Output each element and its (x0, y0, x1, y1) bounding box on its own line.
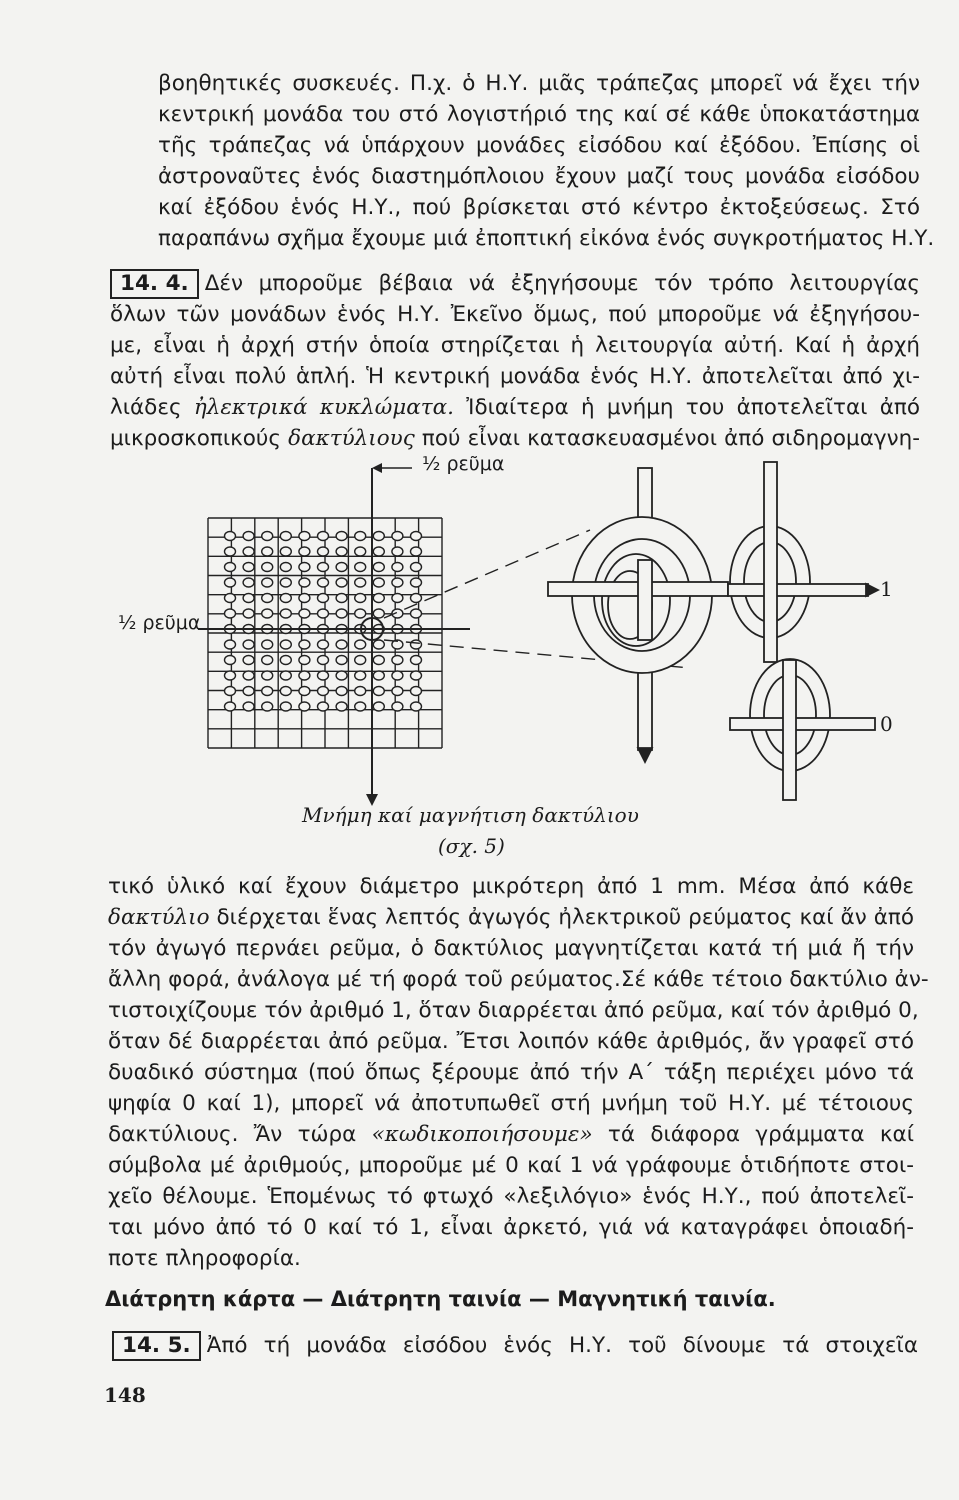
core-ring (299, 687, 310, 696)
core-ring (280, 594, 291, 603)
core-ring (373, 547, 384, 556)
text-line: ὅλων τῶν μονάδων ἑνός Η.Υ. Ἐκεῖνο ὅμως, πού μποροῦμε νά ἐξηγήσου- (110, 302, 920, 327)
core-ring (225, 563, 236, 572)
core-ring-array (225, 532, 422, 712)
core-ring (373, 563, 384, 572)
text-span: τά διάφορα γράμματα καί (592, 1122, 914, 1147)
core-ring (336, 532, 347, 541)
core-ring (225, 671, 236, 680)
figure-reference: (σχ. 5) (438, 834, 505, 858)
section-number: 14. 5. (112, 1331, 201, 1361)
core-ring (373, 702, 384, 711)
ring-state-zero (730, 659, 875, 800)
core-ring (355, 671, 366, 680)
core-ring (336, 687, 347, 696)
core-ring (392, 594, 403, 603)
core-ring (299, 671, 310, 680)
italic-term: δακτύλιους (288, 426, 415, 451)
section-heading: Διάτρητη κάρτα — Διάτρητη ταινία — Μαγνητική ταινία. (105, 1287, 776, 1311)
core-ring (392, 563, 403, 572)
text-line: παραπάνω σχῆμα ἔχουμε μιά ἐποπτική εἰκόνα ἑνός συγκροτήματος Η.Υ. (158, 226, 935, 251)
core-ring (355, 563, 366, 572)
text-line: αὐτή εἶναι πολύ ἁπλή. Ἡ κεντρική μονάδα ἑνός Η.Υ. ἀποτελεῖται ἀπό χι- (110, 364, 920, 389)
core-ring (225, 578, 236, 587)
core-ring (262, 687, 273, 696)
section-14-5 (112, 1330, 918, 1361)
core-ring (299, 547, 310, 556)
core-ring (318, 671, 329, 680)
core-ring (299, 640, 310, 649)
core-ring (373, 532, 384, 541)
text-line: ψηφία 0 καί 1), μπορεῖ νά ἀποτυπωθεῖ στή μνήμη τοῦ Η.Υ. μέ τέτοιους (108, 1091, 914, 1116)
core-ring (318, 702, 329, 711)
core-ring (336, 702, 347, 711)
core-ring (318, 687, 329, 696)
text-span: Ἰδιαίτερα ἡ μνήμη του ἀποτελεῖται ἀπό (454, 395, 920, 420)
core-ring (392, 532, 403, 541)
core-ring (225, 702, 236, 711)
figure-caption: Μνήμη καί μαγνήτιση δακτύλιου (302, 803, 639, 827)
ring-state-one (728, 462, 878, 662)
core-ring (225, 656, 236, 665)
core-ring (373, 594, 384, 603)
core-ring (318, 640, 329, 649)
core-ring (318, 578, 329, 587)
core-ring (318, 547, 329, 556)
text-line: δυαδικό σύστημα (πού ὅπως ξέρουμε ἀπό τήν Α΄ τάξη περιέχει μόνο τά (108, 1060, 914, 1085)
core-ring (392, 547, 403, 556)
core-ring (336, 640, 347, 649)
core-ring (243, 578, 254, 587)
core-ring (411, 702, 422, 711)
core-ring (225, 532, 236, 541)
text-line: τόν ἀγωγό περνάει ρεῦμα, ὁ δακτύλιος μαγνητίζεται κατά τή μιά ἤ τήν (108, 936, 914, 961)
core-ring (411, 671, 422, 680)
core-ring (373, 656, 384, 665)
core-ring (280, 547, 291, 556)
core-ring (355, 594, 366, 603)
core-ring (262, 547, 273, 556)
core-ring (262, 609, 273, 618)
text-line (108, 1119, 914, 1150)
core-ring (373, 609, 384, 618)
core-ring (225, 547, 236, 556)
core-ring (336, 547, 347, 556)
state-one-label: 1 (880, 577, 893, 601)
core-ring (299, 609, 310, 618)
core-ring (243, 547, 254, 556)
core-ring (373, 671, 384, 680)
core-ring (299, 532, 310, 541)
core-ring (299, 594, 310, 603)
top-current-label: ½ ρεῦμα (422, 453, 505, 475)
core-ring (280, 563, 291, 572)
text-line: βοηθητικές συσκευές. Π.χ. ὁ Η.Υ. μιᾶς τράπεζας μπορεῖ νά ἔχει τήν (158, 71, 920, 96)
core-ring (262, 563, 273, 572)
core-ring (336, 594, 347, 603)
core-ring (280, 640, 291, 649)
page-number: 148 (104, 1383, 146, 1407)
text-line: κεντρική μονάδα του στό λογιστήριό της καί σέ κάθε ὑποκατάστημα (158, 102, 920, 127)
core-ring (336, 671, 347, 680)
core-ring (373, 687, 384, 696)
core-ring (262, 532, 273, 541)
text-line: τιστοιχίζουμε τόν ἀριθμό 1, ὅταν διαρρέεται ἀπό ρεῦμα, καί τόν ἀριθμό 0, (108, 998, 919, 1023)
core-ring (243, 656, 254, 665)
core-ring (411, 578, 422, 587)
core-ring (373, 578, 384, 587)
core-ring (262, 702, 273, 711)
core-ring (355, 578, 366, 587)
core-ring (280, 671, 291, 680)
core-ring (392, 578, 403, 587)
core-ring (336, 656, 347, 665)
core-ring (243, 671, 254, 680)
core-ring (243, 702, 254, 711)
text-line: ποτε πληροφορία. (108, 1246, 301, 1271)
core-ring (373, 640, 384, 649)
core-ring (336, 609, 347, 618)
core-ring (318, 563, 329, 572)
text-line: τῆς τράπεζας νά ὑπάρχουν μονάδες εἰσόδου καί ἐξόδου. Ἐπίσης οἱ (158, 133, 920, 158)
text-line: χεῖο θέλουμε. Ἑπομένως τό φτωχό «λεξιλόγιο» ἑνός Η.Υ., πού ἀποτελεῖ- (108, 1184, 914, 1209)
core-ring (280, 609, 291, 618)
text-span: λιάδες (110, 395, 194, 420)
core-ring (392, 671, 403, 680)
text-span: δακτύλιους. Ἄν τώρα (108, 1122, 372, 1147)
core-ring (299, 702, 310, 711)
left-current-label: ½ ρεῦμα (118, 612, 201, 634)
core-ring (225, 594, 236, 603)
core-ring (262, 594, 273, 603)
core-ring (318, 656, 329, 665)
core-ring (411, 609, 422, 618)
enlarged-ring (548, 468, 728, 762)
text-span: διέρχεται ἕνας λεπτός ἀγωγός ἠλεκτρικοῦ ρεύματος καί ἄν ἀπό (209, 905, 914, 930)
core-ring (280, 702, 291, 711)
text-line: ἀστροναῦτες ἑνός διαστημόπλοιου ἔχουν μαζί τους μονάδα εἰσόδου (158, 164, 920, 189)
core-ring (262, 671, 273, 680)
body-paragraph (108, 871, 929, 1274)
core-ring (243, 594, 254, 603)
core-ring (280, 656, 291, 665)
core-ring (243, 609, 254, 618)
core-ring (392, 687, 403, 696)
core-ring (318, 609, 329, 618)
italic-term: ἠλεκτρικά κυκλώματα. (193, 395, 455, 420)
core-ring (392, 702, 403, 711)
italic-term: δακτύλιο (108, 905, 210, 930)
core-ring (411, 687, 422, 696)
text-line: ται μόνο ἀπό τό 0 καί τό 1, εἶναι ἀρκετό, γιά νά καταγράφει ὁποιαδή- (108, 1215, 914, 1240)
core-ring (355, 687, 366, 696)
text-line (108, 871, 914, 902)
core-ring (411, 532, 422, 541)
core-ring (262, 656, 273, 665)
text-line: ἄλλη φορά, ἀνάλογα μέ τή φορά τοῦ ρεύματος.Σέ κάθε τέτοιο δακτύλιο ἀν- (108, 967, 929, 992)
core-ring (336, 578, 347, 587)
text-span: Δέν μποροῦμε βέβαια νά ἐξηγήσουμε τόν τρόπο λειτουργίας (204, 271, 920, 296)
core-ring (411, 547, 422, 556)
core-ring (262, 578, 273, 587)
core-ring (355, 547, 366, 556)
core-ring (280, 532, 291, 541)
core-ring (411, 563, 422, 572)
core-ring (299, 578, 310, 587)
state-zero-label: 0 (880, 712, 893, 736)
text-span: Ἀπό τή μονάδα εἰσόδου ἑνός Η.Υ. τοῦ δίνουμε τά στοιχεῖα (206, 1333, 918, 1358)
core-ring (355, 640, 366, 649)
text-line (108, 902, 914, 933)
core-ring (280, 578, 291, 587)
text-line (112, 1330, 918, 1361)
core-ring (225, 687, 236, 696)
core-ring (318, 532, 329, 541)
section-number: 14. 4. (110, 269, 199, 299)
italic-term: «κωδικοποιήσουμε» (371, 1122, 593, 1147)
core-ring (411, 656, 422, 665)
core-ring (299, 563, 310, 572)
core-ring (225, 640, 236, 649)
text-span: τικό ὑλικό καί ἔχουν διάμετρο μικρότερη ἀπό 1 mm. Μέσα ἀπό κάθε (108, 874, 914, 899)
text-line: καί ἐξόδου ἑνός Η.Υ., πού βρίσκεται στό κέντρο ἐκτοξεύσεως. Στό (158, 195, 920, 220)
core-ring (355, 702, 366, 711)
text-line: με, εἶναι ἡ ἀρχή στήν ὁποία στηρίζεται ἡ λειτουργία αὐτή. Καί ἡ ἀρχή (110, 333, 920, 358)
core-ring (243, 563, 254, 572)
core-ring (262, 640, 273, 649)
text-span: πού εἶναι κατασκευασμένοι ἀπό σιδηρομαγνη- (414, 426, 920, 451)
core-ring (225, 609, 236, 618)
core-ring (355, 656, 366, 665)
arrow-head (372, 463, 382, 473)
core-ring (243, 687, 254, 696)
core-ring (392, 656, 403, 665)
core-ring (243, 532, 254, 541)
text-line: σύμβολα μέ ἀριθμούς, μποροῦμε μέ 0 καί 1 νά γράφουμε ὁτιδήποτε στοι- (108, 1153, 914, 1178)
core-ring (355, 609, 366, 618)
core-ring (355, 532, 366, 541)
core-ring (243, 640, 254, 649)
text-span: μικροσκοπικούς (110, 426, 289, 451)
core-ring (280, 687, 291, 696)
core-ring (411, 640, 422, 649)
core-ring (299, 656, 310, 665)
text-line: ὅταν δέ διαρρέεται ἀπό ρεῦμα. Ἔτσι λοιπόν κάθε ἀριθμός, ἄν γραφεῖ στό (108, 1029, 914, 1054)
core-ring (318, 594, 329, 603)
core-ring (336, 563, 347, 572)
projection-line (384, 530, 590, 618)
core-ring (411, 594, 422, 603)
